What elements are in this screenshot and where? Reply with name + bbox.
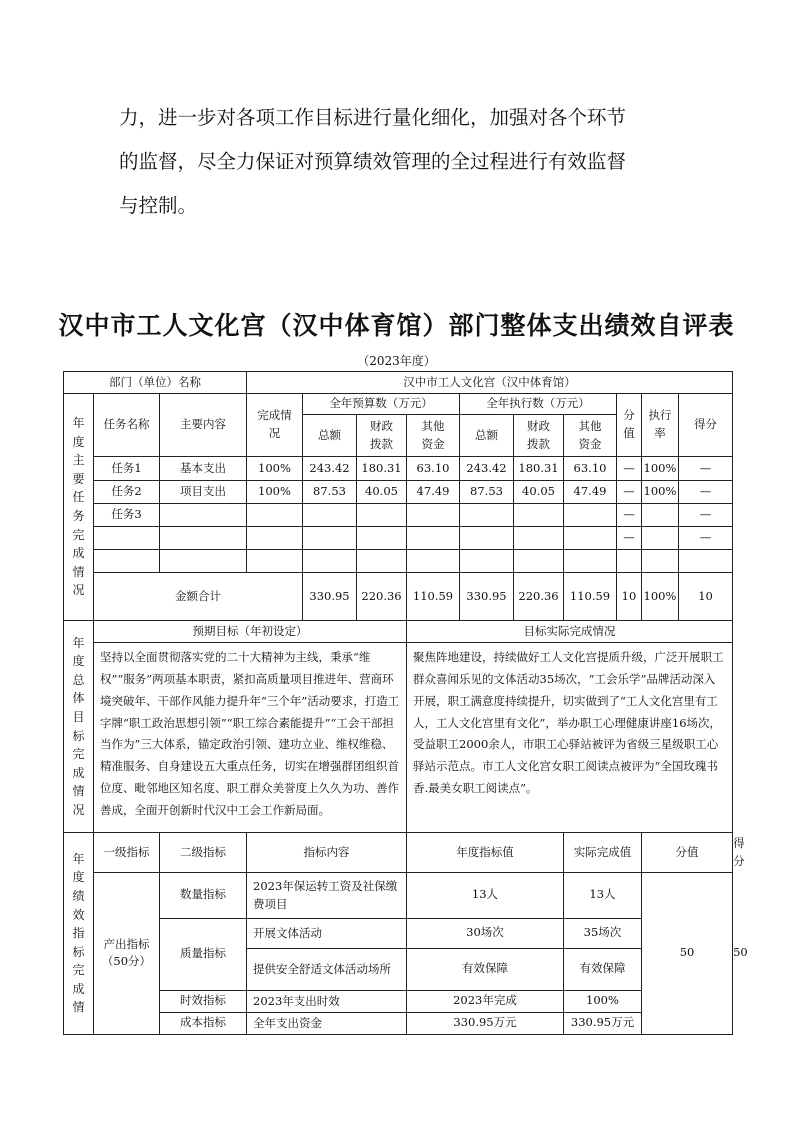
budget-other: 63.10 [407,457,460,481]
indicator-target: 2023年完成 [407,990,564,1012]
task-name: 任务1 [94,457,160,481]
indicator-row [64,1012,733,1034]
budget-other [407,504,460,527]
score-full: — [617,527,642,550]
header-exec-total: 总额 [460,415,514,457]
score-full: — [617,457,642,481]
total-exec-fiscal: 220.36 [514,573,564,621]
header-target-value: 年度指标值 [407,833,564,873]
year-label: （2023年度） [357,354,436,368]
task-row [64,481,733,504]
header-score: 得分 [679,394,733,457]
goal-content-row [64,643,733,833]
level2: 时效指标 [160,990,247,1012]
header-exec-fiscal: 财政拨款 [514,415,564,457]
intro-paragraph [119,96,679,228]
indicator-actual: 100% [564,990,642,1012]
task-status: 100% [247,457,303,481]
header-indicator-content: 指标内容 [247,833,407,873]
dept-row [64,372,733,394]
level1-label: 产出指标（50分） [101,936,152,969]
budget-total: 243.42 [303,457,357,481]
header-budget-total: 总额 [303,415,357,457]
total-budget-total: 330.95 [303,573,357,621]
section-label-text: 年度总体目标完成情况 [72,635,85,817]
indicator-header-row: 年度绩效指标完成情 一级指标 二级指标 指标内容 年度指标值 实际完成值 分值 得分 [64,833,733,873]
header-ind-full: 分值 [642,833,733,873]
indicator-target: 330.95万元 [407,1012,564,1034]
budget-other: 47.49 [407,481,460,504]
indicator-row [64,990,733,1012]
indicator-actual: 13人 [564,873,642,919]
header-exec-other: 其他资金 [564,415,617,457]
level2: 质量指标 [160,918,247,990]
budget-fiscal: 40.05 [357,481,407,504]
dept-value: 汉中市工人文化宫（汉中体育馆） [247,372,733,394]
total-label: 金额合计 [94,573,303,621]
exec-rate [642,504,679,527]
section-label-tasks [64,394,94,621]
task-row [64,527,733,550]
section-label-text: 年度绩效指标完成情 [72,851,85,1015]
task-content: 项目支出 [160,481,247,504]
total-exec-other: 110.59 [564,573,617,621]
total-exec-total: 330.95 [460,573,514,621]
exec-other [564,527,617,550]
intro-line: 力，进一步对各项工作目标进行量化细化，加强对各个环节 [119,106,627,129]
score: — [679,527,733,550]
indicator-content: 开展文体活动 [247,918,407,948]
evaluation-table [63,371,748,1035]
indicator-target: 有效保障 [407,948,564,990]
header-budget-fiscal: 财政拨款 [357,415,407,457]
header-expected-goal: 预期目标（年初设定） [94,621,407,643]
task-name [94,527,160,550]
budget-other [407,527,460,550]
header-level1: 一级指标 [94,833,160,873]
level2: 成本指标 [160,1012,247,1034]
exec-other [564,504,617,527]
total-score-full: 10 [617,573,642,621]
indicator-target: 30场次 [407,918,564,948]
level2: 数量指标 [160,873,247,919]
exec-total: 87.53 [460,481,514,504]
header-exec-rate: 执行率 [642,394,679,457]
task-status: 100% [247,481,303,504]
task-content: 基本支出 [160,457,247,481]
header-actual-value: 实际完成值 [564,833,642,873]
indicator-content: 全年支出资金 [247,1012,407,1034]
section-label-indicators [64,833,94,1035]
task-row [64,550,733,573]
exec-rate: 100% [642,481,679,504]
task-row [64,504,733,527]
header-main-content: 主要内容 [160,394,247,457]
score: — [679,481,733,504]
indicator-actual: 35场次 [564,918,642,948]
score-full: — [617,504,642,527]
expected-goal-text: 坚持以全面贯彻落实党的二十大精神为主线，秉承“维权”“服务”两项基本职责，紧扣高质量项目推进年、营商环境突破年、干部作风能力提升年“三个年”活动要求，打造工字牌“职工政治思想引领”“职工综合素能提升”“工会干部担当作为”三大体系，锚定政治引领、建功立业、维权维稳、精准服务、自身建设五大重点任务，切实在增强群团组织首位度、毗邻地区知名度、职工群众美誉度上久久为功、善作善成，全面开创新时代汉中工会工作新局面。 [94,643,407,833]
header-actual-goal: 目标实际完成情况 [407,621,733,643]
indicator-target: 13人 [407,873,564,919]
task-content [160,504,247,527]
header-task-name: 任务名称 [94,394,160,457]
indicator-actual: 330.95万元 [564,1012,642,1034]
budget-total [303,527,357,550]
exec-other: 47.49 [564,481,617,504]
score: — [679,457,733,481]
level1-output [94,873,160,1035]
task-header-row [64,394,733,415]
total-score: 10 [679,573,733,621]
exec-rate [642,527,679,550]
indicator-content: 2023年保运转工资及社保缴费项目 [247,873,407,919]
exec-total [460,527,514,550]
budget-fiscal: 180.31 [357,457,407,481]
budget-fiscal [357,504,407,527]
score: — [679,504,733,527]
dept-label: 部门（单位）名称 [64,372,247,394]
total-exec-rate: 100% [642,573,679,621]
score-full: — [617,481,642,504]
total-budget-other: 110.59 [407,573,460,621]
exec-fiscal: 40.05 [514,481,564,504]
section-label-goals [64,621,94,833]
header-level2: 二级指标 [160,833,247,873]
indicator-row: 产出指标（50分） 数量指标 2023年保运转工资及社保缴费项目 13人 13人 50 50 [64,873,733,919]
header-budget: 全年预算数（万元） [303,394,460,415]
total-budget-fiscal: 220.36 [357,573,407,621]
total-row [64,573,733,621]
exec-fiscal: 180.31 [514,457,564,481]
page-title: 汉中市工人文化宫（汉中体育馆）部门整体支出绩效自评表 [58,311,735,340]
intro-line: 与控制。 [119,194,198,217]
budget-total: 87.53 [303,481,357,504]
header-score-full: 分值 [617,394,642,457]
task-status [247,504,303,527]
indicator-full: 50 [642,873,733,1035]
exec-fiscal [514,527,564,550]
section-label-text: 年度主要任务完成情况 [72,416,85,598]
exec-rate: 100% [642,457,679,481]
budget-fiscal [357,527,407,550]
indicator-content: 2023年支出时效 [247,990,407,1012]
actual-goal-text: 聚焦阵地建设，持续做好工人文化宫提质升级，广泛开展职工群众喜闻乐见的文体活动35场次，“工会乐学”品牌活动深入开展，职工满意度持续提升，切实做到了“工人文化宫里有工人，工人文化宫里有文化”，举办职工心理健康讲座16场次，受益职工2000余人，市职工心驿站被评为省级三星级职工心驿站示范点。市工人文化宫女职工阅读点被评为“全国玫瑰书香.最美女职工阅读点”。 [407,643,733,833]
task-row [64,457,733,481]
intro-line: 的监督，尽全力保证对预算绩效管理的全过程进行有效监督 [119,150,627,173]
indicator-actual: 有效保障 [564,948,642,990]
goal-header-row [64,621,733,643]
task-name: 任务2 [94,481,160,504]
exec-total: 243.42 [460,457,514,481]
task-status [247,527,303,550]
budget-total [303,504,357,527]
header-budget-other: 其他资金 [407,415,460,457]
header-execution: 全年执行数（万元） [460,394,617,415]
task-content [160,527,247,550]
indicator-row [64,918,733,948]
exec-fiscal [514,504,564,527]
indicator-content: 提供安全舒适文体活动场所 [247,948,407,990]
exec-other: 63.10 [564,457,617,481]
task-name: 任务3 [94,504,160,527]
exec-total [460,504,514,527]
header-status: 完成情况 [247,394,303,457]
